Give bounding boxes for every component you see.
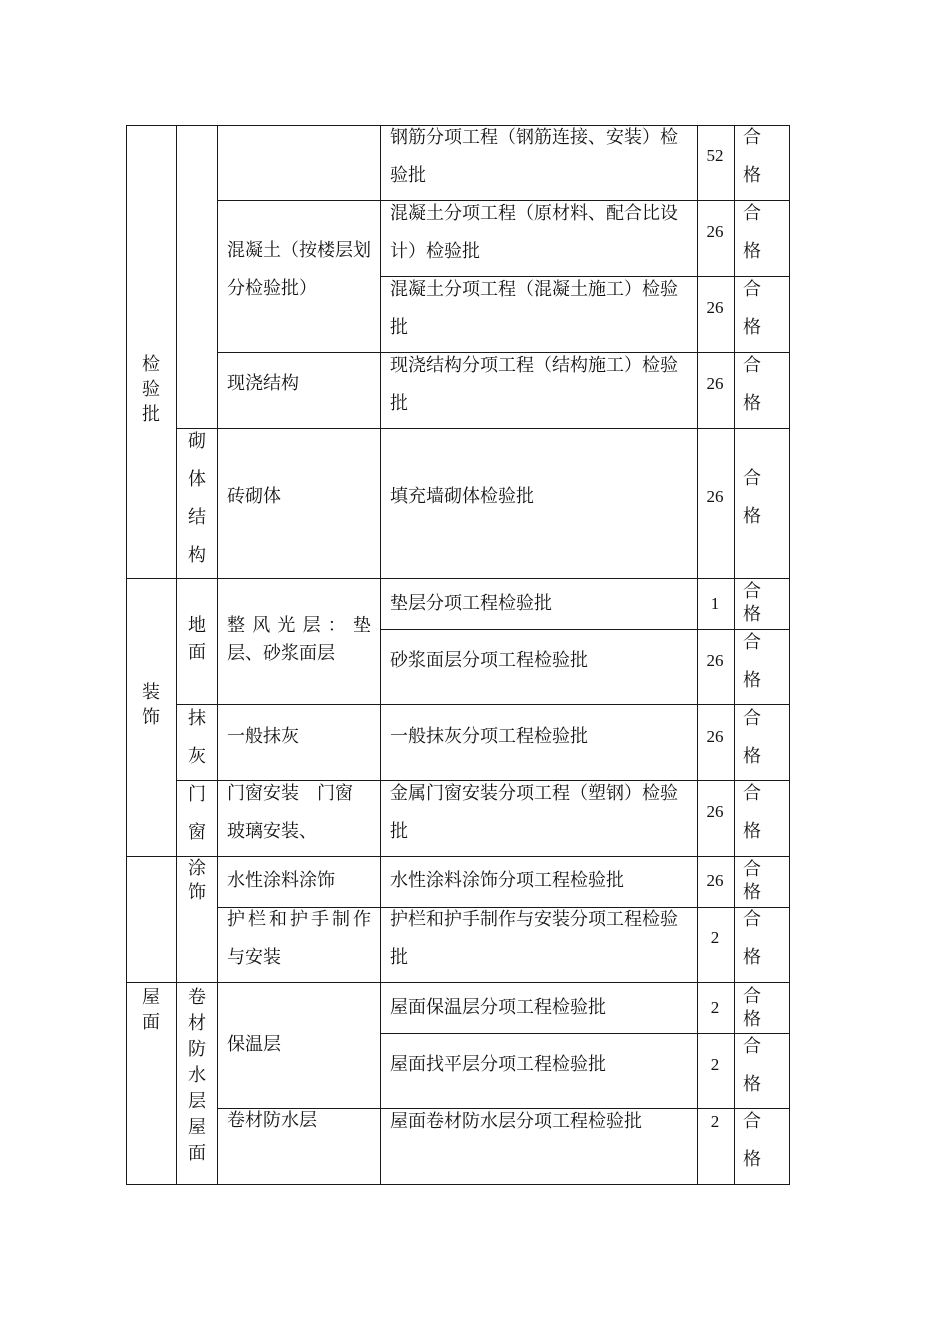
row-divider — [380, 629, 790, 630]
item-result: 合格 — [743, 127, 761, 186]
col-divider — [734, 125, 735, 1185]
row-divider — [126, 982, 790, 983]
col-divider — [176, 125, 177, 1185]
subcategory-label: 抹灰 — [188, 708, 206, 767]
col-divider — [217, 125, 218, 1185]
item-result: 合格 — [743, 468, 761, 527]
item-name: 混凝土分项工程（混凝土施工）检验批 — [390, 279, 678, 338]
table-border-left — [126, 125, 127, 1185]
item-name: 混凝土分项工程（原材料、配合比设计）检验批 — [390, 203, 678, 262]
item-result: 合格 — [743, 708, 761, 767]
item-count: 26 — [706, 298, 724, 317]
subitem-label: 卷材防水层 — [227, 1110, 317, 1131]
subitem-label: 整风光层：垫 — [227, 615, 371, 636]
category-label: 装饰 — [142, 682, 160, 728]
item-count: 26 — [706, 871, 724, 890]
item-result: 合格 — [743, 909, 761, 968]
subcategory-label: 地面 — [188, 615, 206, 663]
item-result: 合格 — [743, 279, 761, 338]
item-name: 一般抹灰分项工程检验批 — [390, 726, 588, 747]
item-result: 合格 — [743, 632, 761, 691]
row-divider — [126, 578, 790, 579]
subitem-label: 砖砌体 — [227, 486, 281, 507]
table-border-bottom — [126, 1184, 790, 1185]
item-result: 合格 — [743, 859, 761, 903]
item-result: 合格 — [743, 1111, 761, 1170]
row-divider — [126, 856, 790, 857]
col-divider — [380, 125, 381, 1185]
item-count: 2 — [710, 1112, 720, 1131]
subitem-label: 混凝土（按楼层划分检验批） — [227, 240, 371, 299]
item-name: 水性涂料涂饰分项工程检验批 — [390, 870, 624, 891]
subitem-label: 门窗安装 门窗 — [227, 783, 353, 804]
item-count: 26 — [706, 727, 724, 746]
item-name: 护栏和护手制作与安装分项工程检验批 — [390, 909, 678, 968]
item-count: 2 — [710, 998, 720, 1017]
subcategory-label: 砌体结构 — [188, 431, 206, 566]
item-count: 26 — [706, 651, 724, 670]
item-name: 钢筋分项工程（钢筋连接、安装）检验批 — [390, 127, 678, 186]
subcategory-label: 涂饰 — [188, 858, 206, 903]
item-result: 合格 — [743, 986, 761, 1030]
subitem-label: 水性涂料涂饰 — [227, 870, 335, 891]
subcategory-label: 门窗 — [188, 784, 206, 843]
item-count: 52 — [706, 146, 724, 165]
item-count: 2 — [710, 1055, 720, 1074]
subitem-label: 玻璃安装、 — [227, 821, 317, 842]
row-divider — [380, 1033, 790, 1034]
item-name: 金属门窗安装分项工程（塑钢）检验批 — [390, 783, 678, 842]
item-name: 垫层分项工程检验批 — [390, 593, 552, 614]
subcategory-label: 卷材防水层屋面 — [188, 987, 206, 1164]
table-border-right — [789, 125, 790, 1185]
item-name: 现浇结构分项工程（结构施工）检验批 — [390, 355, 678, 414]
item-count: 2 — [710, 928, 720, 947]
subitem-label: 保温层 — [227, 1034, 281, 1055]
subitem-label: 一般抹灰 — [227, 726, 299, 747]
item-name: 砂浆面层分项工程检验批 — [390, 650, 588, 671]
item-name: 屋面保温层分项工程检验批 — [390, 997, 606, 1018]
subitem-label: 护栏和护手制作 — [227, 909, 371, 930]
item-count: 26 — [706, 222, 724, 241]
item-result: 合格 — [743, 203, 761, 262]
item-result: 合格 — [743, 581, 761, 625]
category-label: 屋面 — [142, 987, 160, 1033]
item-count: 26 — [706, 374, 724, 393]
item-count: 1 — [710, 594, 720, 613]
item-count: 26 — [706, 487, 724, 506]
item-result: 合格 — [743, 355, 761, 414]
category-label: 检验批 — [142, 354, 160, 425]
item-name: 屋面卷材防水层分项工程检验批 — [390, 1111, 642, 1132]
subitem-label: 与安装 — [227, 947, 281, 968]
item-name: 填充墙砌体检验批 — [390, 486, 534, 507]
subitem-label: 层、砂浆面层 — [227, 643, 335, 664]
item-result: 合格 — [743, 783, 761, 842]
item-result: 合格 — [743, 1036, 761, 1095]
item-name: 屋面找平层分项工程检验批 — [390, 1054, 606, 1075]
item-count: 26 — [706, 802, 724, 821]
subitem-label: 现浇结构 — [227, 373, 299, 394]
